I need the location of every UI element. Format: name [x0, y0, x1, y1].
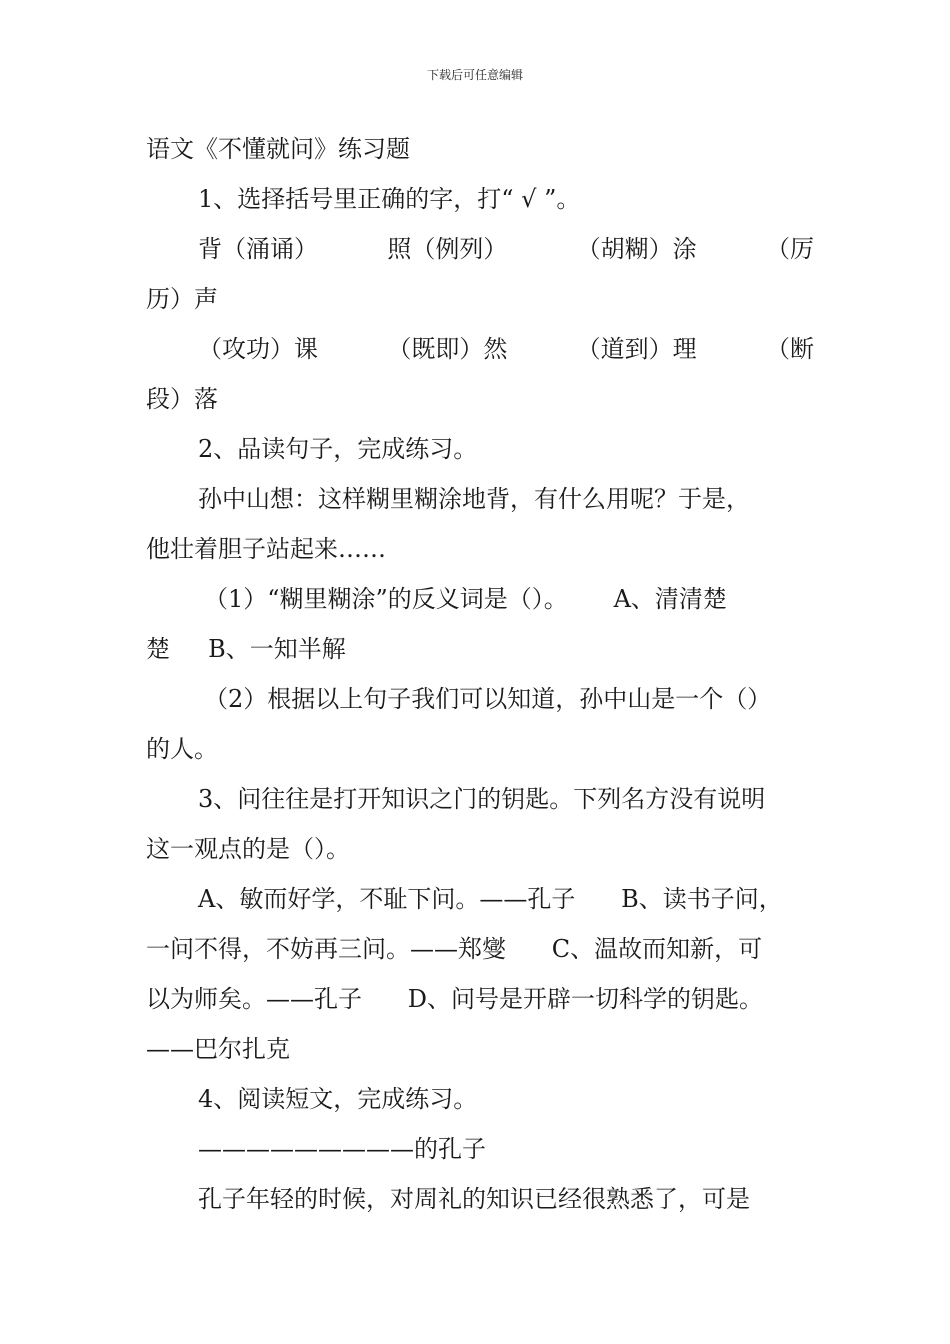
question-2-prompt: 2、品读句子，完成练习。	[198, 435, 478, 463]
document-body	[146, 124, 814, 1224]
question-1-row-2	[146, 324, 814, 374]
question-1-prompt: 1、选择括号里正确的字，打“ √ ”。	[198, 185, 581, 213]
word-item: （厉	[765, 235, 814, 263]
word-item: 照（例列）	[387, 235, 508, 263]
passage-text: 孔子年轻的时候，对周礼的知识已经很熟悉了，可是	[198, 1185, 750, 1213]
question-3-prompt: 3、问往往是打开知识之门的钥匙。下列名方没有说明	[198, 785, 766, 813]
word-item: （胡糊）涂	[576, 235, 697, 263]
question-4-prompt: 4、阅读短文，完成练习。	[198, 1085, 478, 1113]
word-item: 背（涌诵）	[198, 235, 318, 263]
page-header: 下载后可任意编辑	[426, 68, 523, 82]
question-2-sub-2-cont: 的人。	[146, 735, 218, 763]
word-item: （道到）理	[576, 335, 697, 363]
question-2-sub-1: （1）“糊里糊涂”的反义词是（）。 A、清清楚	[204, 585, 727, 613]
question-2-sub-1-cont: 楚 B、一知半解	[146, 635, 346, 663]
question-2-passage: 孙中山想：这样糊里糊涂地背，有什么用呢？于是，	[198, 485, 750, 513]
question-3-options: A、敏而好学，不耻下问。——孔子 B、读书子问，	[198, 885, 783, 913]
question-3-options-cont: 以为师矣。——孔子 D、问号是开辟一切科学的钥匙。	[146, 985, 764, 1013]
question-3-options-cont: ——巴尔扎克	[146, 1035, 290, 1063]
question-3-options-cont: 一问不得，不妨再三问。——郑燮 C、温故而知新，可	[146, 935, 763, 963]
word-item: （攻功）课	[198, 335, 318, 363]
passage-title-blank: —————————的孔子	[198, 1135, 486, 1163]
question-3-prompt-cont: 这一观点的是（）。	[146, 835, 350, 863]
word-item: （断	[765, 335, 814, 363]
question-1-row-2-cont: 段）落	[146, 385, 218, 413]
word-item: （既即）然	[387, 335, 508, 363]
question-1-row-1-cont: 历）声	[146, 285, 218, 313]
question-2-passage-cont: 他壮着胆子站起来……	[146, 535, 386, 563]
document-title: 语文《不懂就问》练习题	[146, 135, 410, 163]
question-1-row-1	[146, 224, 814, 274]
question-2-sub-2: （2）根据以上句子我们可以知道，孙中山是一个（）	[204, 685, 772, 713]
